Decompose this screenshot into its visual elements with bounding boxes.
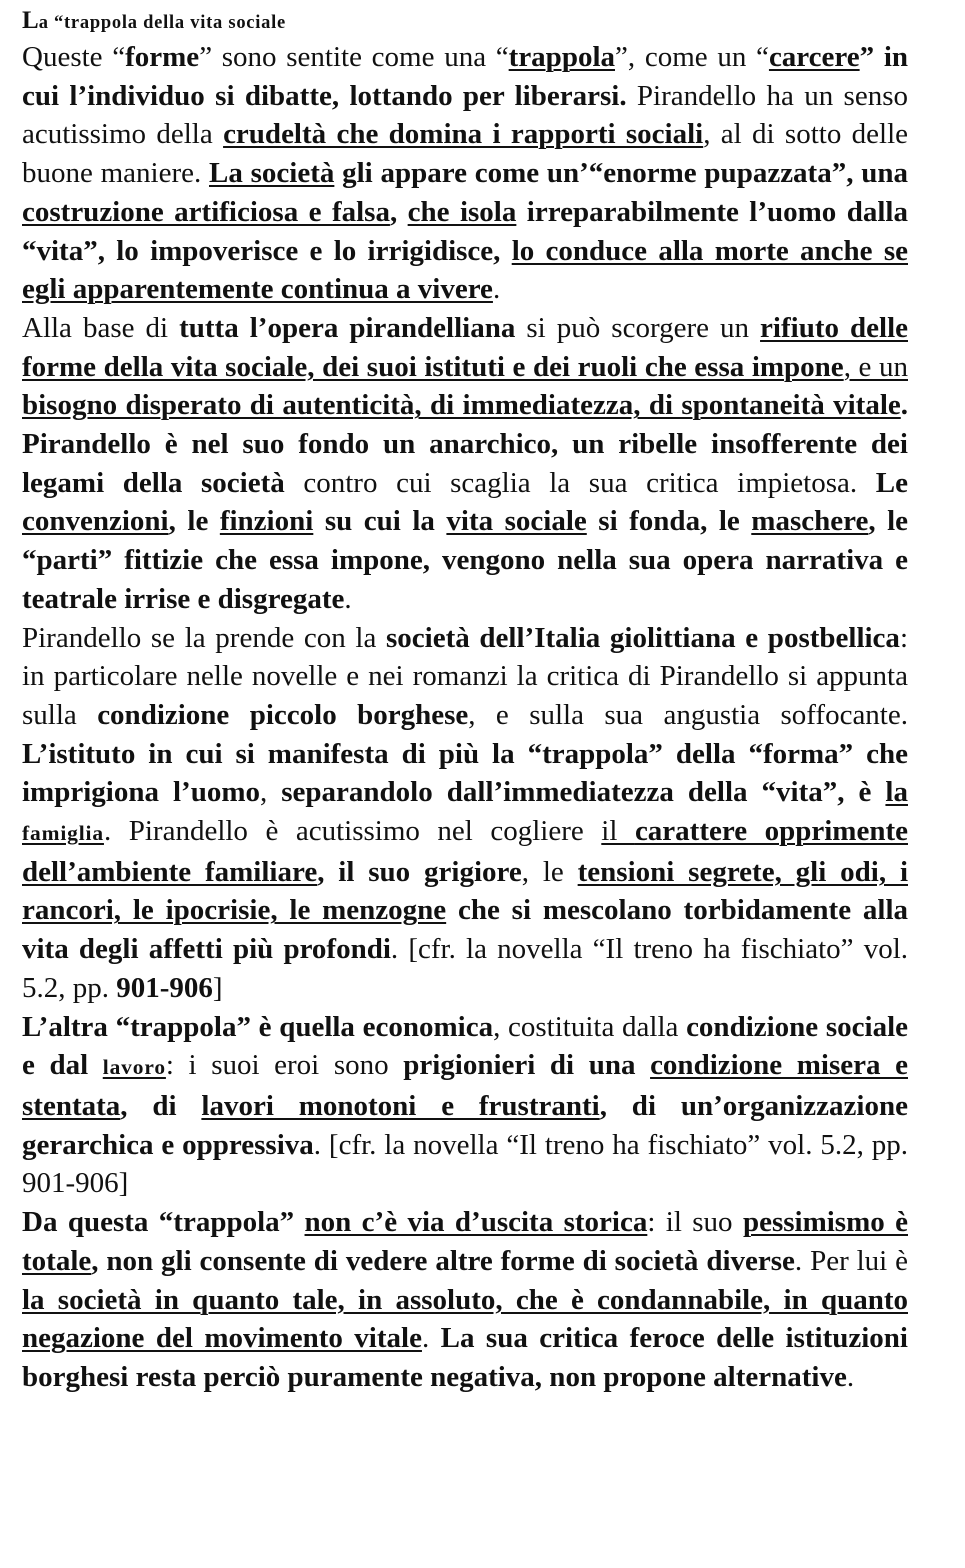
- text-run: , costituita dalla: [493, 1010, 687, 1043]
- text-run: : il suo: [647, 1206, 743, 1239]
- text-run: prigionieri di una: [403, 1049, 651, 1082]
- text-run: ”, come un “: [615, 41, 769, 73]
- heading-initial: L: [22, 7, 39, 34]
- text-run: ” sono sentite come una “: [199, 41, 509, 73]
- text-run: . [cfr. la novella “Il treno ha fischiato” vol. 5.2, pp. 901-906]: [22, 1128, 909, 1200]
- text-run: lo conduce alla morte anche se egli apparentemente continua a vivere: [22, 234, 908, 306]
- text-run: . Pirandello è nel suo fondo un anarchico, un ribelle insofferente dei legami della società: [22, 389, 908, 499]
- text-run: la società in quanto tale, in assoluto, che è condannabile, in quanto negazione del movimento vitale: [22, 1283, 908, 1355]
- text-run: condizione sociale e dal: [22, 1010, 909, 1082]
- text-run: si fonda, le: [586, 505, 752, 538]
- text-run: maschere: [751, 505, 869, 538]
- text-run: ,: [389, 195, 408, 228]
- text-run: gli appare come un’“enorme pupazzata”, una: [334, 157, 908, 190]
- text-run: costruzione artificiosa e falsa: [22, 195, 390, 228]
- text-run: contro cui scaglia la sua critica impietosa.: [284, 466, 876, 499]
- text-run: su cui la: [313, 505, 447, 538]
- text-run: , non gli consente di vedere altre forme di società diverse: [91, 1244, 795, 1277]
- text-run: , al di sotto delle buone maniere.: [22, 118, 909, 190]
- text-run: il: [601, 815, 635, 848]
- text-run: .: [421, 1322, 441, 1355]
- paragraph-forme-trappola: [22, 38, 908, 309]
- text-run: .: [846, 1360, 855, 1393]
- text-run: che isola: [407, 195, 517, 228]
- text-run: carcere: [768, 41, 860, 73]
- text-run: , le: [521, 855, 578, 888]
- text-run: irreparabilmente l’uomo dalla “vita”, lo impoverisce e lo irrigidisce,: [22, 195, 908, 267]
- text-run: Alla base di: [22, 311, 180, 344]
- text-run: finzioni: [219, 505, 314, 538]
- text-run: : in particolare nelle novelle e nei romanzi la critica di Pirandello si appunta sulla: [22, 621, 908, 731]
- text-run: . [cfr. la novella “Il treno ha fischiato” vol. 5.2, pp.: [22, 933, 909, 1004]
- text-run: separandolo dall’immediatezza della “vita”, è: [281, 776, 886, 809]
- text-run: lavori monotoni e frustranti: [201, 1089, 600, 1122]
- text-run: trappola: [508, 41, 615, 73]
- text-run: , le “parti” fittizie che essa impone, vengono nella sua opera narrativa e teatrale irrise e disgregate: [22, 505, 909, 615]
- text-run: 901-906: [116, 971, 213, 1004]
- text-run: si può scorgere un: [515, 311, 761, 344]
- text-run: , e un: [843, 350, 908, 383]
- text-run: rifiuto delle forme della vita sociale, dei suoi istituti e dei ruoli che essa impone: [22, 311, 908, 383]
- text-run: , e sulla sua angustia soffocante.: [468, 698, 908, 731]
- text-run: tutta l’opera pirandelliana: [179, 311, 516, 344]
- text-run: Da questa “trappola”: [22, 1206, 305, 1239]
- text-run: .: [344, 582, 352, 615]
- text-run: crudeltà che domina i rapporti sociali: [223, 118, 704, 151]
- text-run: Queste “: [22, 41, 126, 73]
- text-run: società dell’Italia giolittiana e postbellica: [386, 621, 900, 654]
- section-heading: [22, 6, 908, 38]
- text-run: forme: [125, 41, 200, 73]
- text-run: La società: [209, 157, 335, 190]
- text-run: pessimismo è totale: [22, 1206, 908, 1277]
- text-run: , di un’organizzazione gerarchica e oppressiva: [22, 1089, 908, 1161]
- text-run: la: [885, 776, 908, 809]
- text-run: lavoro: [102, 1055, 166, 1080]
- text-run: L’altra “trappola” è quella economica: [22, 1010, 494, 1043]
- text-run: .: [492, 273, 501, 306]
- paragraph-famiglia: [22, 619, 908, 1008]
- paragraph-pessimismo: [22, 1203, 908, 1397]
- text-run: Le: [875, 466, 908, 499]
- text-run: . Per lui è: [794, 1244, 908, 1277]
- text-run: condizione piccolo borghese: [97, 698, 469, 731]
- text-run: ” in cui l’individuo si dibatte, lottando per liberarsi.: [22, 41, 909, 112]
- text-run: , di: [120, 1089, 202, 1122]
- text-run: condizione misera e stentata: [22, 1049, 908, 1122]
- text-run: . Pirandello è acutissimo nel cogliere: [103, 815, 602, 848]
- text-run: La sua critica feroce delle istituzioni borghesi resta perciò puramente negativa, non propone alternative: [22, 1322, 908, 1393]
- text-run: non c’è via d’uscita storica: [304, 1206, 648, 1239]
- text-run: convenzioni: [22, 505, 169, 538]
- text-run: tensioni segrete, gli odi, i rancori, le ipocrisie, le menzogne: [22, 855, 908, 927]
- text-run: L’istituto in cui si manifesta di più la “trappola” della “forma” che imprigiona l’uomo: [22, 737, 908, 809]
- paragraph-rifiuto-forme: [22, 309, 908, 619]
- text-run: vita sociale: [446, 505, 587, 538]
- text-run: carattere opprimente dell’ambiente familiare: [22, 815, 908, 888]
- text-run: , le: [168, 505, 220, 538]
- text-run: , il suo grigiore: [317, 855, 522, 888]
- text-run: ,: [259, 776, 282, 809]
- heading-rest: a “trappola della vita sociale: [38, 13, 286, 33]
- text-run: famiglia: [22, 821, 104, 846]
- text-run: : i suoi eroi sono: [165, 1049, 404, 1082]
- text-run: che si mescolano torbidamente alla vita degli affetti più profondi: [22, 894, 908, 966]
- text-run: bisogno disperato di autenticità, di immediatezza, di spontaneità vitale: [22, 389, 901, 422]
- text-run: Pirandello se la prende con la: [22, 621, 387, 654]
- text-run: Pirandello ha un senso acutissimo della: [22, 79, 908, 151]
- paragraph-trappola-economica: [22, 1008, 908, 1204]
- text-run: ]: [212, 971, 223, 1004]
